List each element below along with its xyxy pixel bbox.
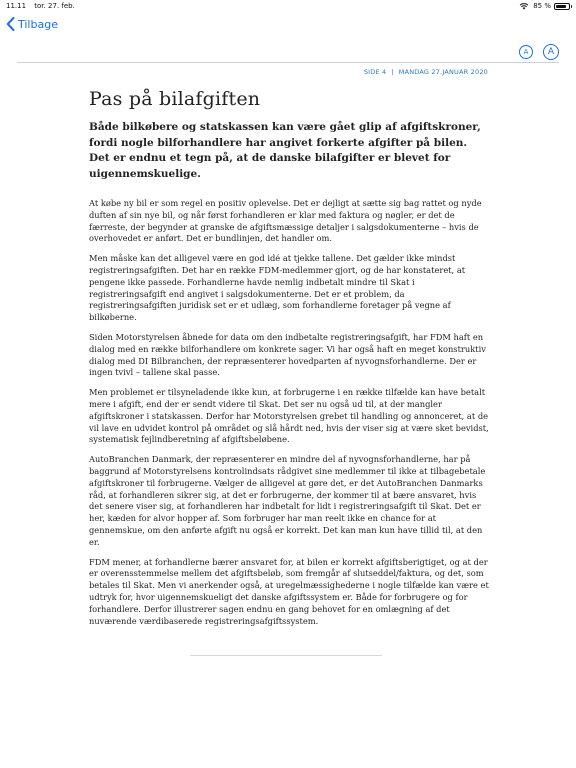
article-paragraph: Men måske kan det alligevel være en god idé at tjekke tallene. Det gælder ikke mindst registreringsafgiften. Det har en række FDM-medlemmer gjort, og de har konstateret, at pengene ikke passede. Forhandlerne havde nemlig indbetalt mindre til Skat i registreringsafgift end angivet i salgsdokumenterne. Det er et problem, da registreringsafgiften juridisk set er et udlæg, som forhandlerne foretager på vegne af bilkøberne.: [89, 253, 466, 323]
chevron-left-icon: [6, 17, 15, 31]
wifi-icon: [519, 2, 529, 10]
article-title: Pas på bilafgiften: [89, 88, 261, 110]
page-divider: [17, 62, 559, 63]
article-lead: Både bilkøbere og statskassen kan være gået glip af afgiftskroner, fordi nogle bilforhandlere har angivet forkerte afgifter på bilen. Det er endnu et tegn på, at de danske bilafgifter er blevet for uigennemskuelige.: [89, 121, 481, 180]
article: [89, 88, 489, 635]
increase-font-button[interactable]: A: [543, 44, 559, 60]
status-left: [6, 2, 75, 10]
back-label: Tilbage: [18, 17, 58, 31]
article-paragraph: FDM mener, at forhandlerne bærer ansvaret for, at bilen er korrekt afgiftsberigtiget, og at der er overensstemmelse mellem det afgiftsbeløb, som fremgår af slutseddel/faktura, og det, som betales til Skat. Men vi anerkender også, at uregelmæssighederne i nogle tilfælde kan være et udtryk for, hvor uigennemskueligt det danske afgiftssystem er. Både for forbrugere og for forhandlere. Derfor illustrerer sagen endnu en gang behovet for en omlægning af det nuværende værdibaserede registreringsafgiftssystem.: [89, 556, 489, 626]
decrease-font-button[interactable]: A: [519, 45, 533, 59]
page-number: SIDE 4: [363, 68, 387, 76]
battery-icon: [554, 3, 570, 10]
article-paragraph: AutoBranchen Danmark, der repræsenterer en mindre del af nyvognsforhandlerne, har på baggrund af Motorstyrelsens kontrolindsats rådgivet sine medlemmer til ikke at tilbagebetale afgiftskroner til forbrugerne. Vælger de alligevel at gøre det, er det AutoBranchen Danmarks råd, at forhandleren sikrer sig, at det er forbrugerne, der kommer til at bære ansvaret, hvis det senere viser sig, at forhandleren har indbetalt for lidt i registreringsafgift til Skat. Det er her, kæden for alvor hopper af. Som forbruger har man reelt ikke en chance for at gennemskue, om den anførte afgift nu også er korrekt. Det kan man kun have tillid til, at den er.: [89, 454, 486, 547]
status-date: tor. 27. feb.: [34, 2, 75, 10]
article-paragraph: Men problemet er tilsyneladende ikke kun, at forbrugerne i en række tilfælde kan have betalt mere i afgift, end der er sendt videre til Skat. Det ser nu også ud til, at der mangler afgiftskroner i statskassen. Derfor har Motorstyrelsen grebet til handling og annonceret, at de vil lave en udvidet kontrol på området og slå hårdt ned, hvis der viser sig at være sket bevidst, systematisk fejlindberetning af afgiftsbeløbene.: [89, 387, 489, 445]
issue-date: MANDAG 27.JANUAR 2020: [398, 68, 488, 76]
battery-percentage: 85 %: [533, 2, 551, 10]
header-separator: |: [391, 68, 394, 76]
page-header: [364, 68, 488, 76]
font-size-controls: [519, 44, 559, 60]
status-right: [519, 2, 570, 10]
back-button[interactable]: [6, 17, 58, 31]
article-end-divider: [190, 655, 382, 656]
article-paragraph: Siden Motorstyrelsen åbnede for data om den indbetalte registreringsafgift, har FDM haft en dialog med en række bilforhandlere om konkrete sager. Vi har også haft en meget konstruktiv dialog med DI Bilbranchen, der repræsenterer hovedparten af nyvognsforhandlerne. Der er ingen tvivl – tallene skal passe.: [89, 331, 486, 378]
status-time: 11.11: [6, 2, 27, 10]
article-body: [89, 198, 489, 627]
status-bar: [0, 0, 576, 12]
article-paragraph: At købe ny bil er som regel en positiv oplevelse. Det er dejligt at sætte sig bag rattet og nyde duften af sin nye bil, og når først forhandleren er klar med faktura og nøgler, er det de færreste, der begynder at granske de afgiftsmæssige detaljer i salgsdokumenterne – hvis de overhovedet er anført. Det er bundlinjen, det handler om.: [89, 198, 482, 244]
